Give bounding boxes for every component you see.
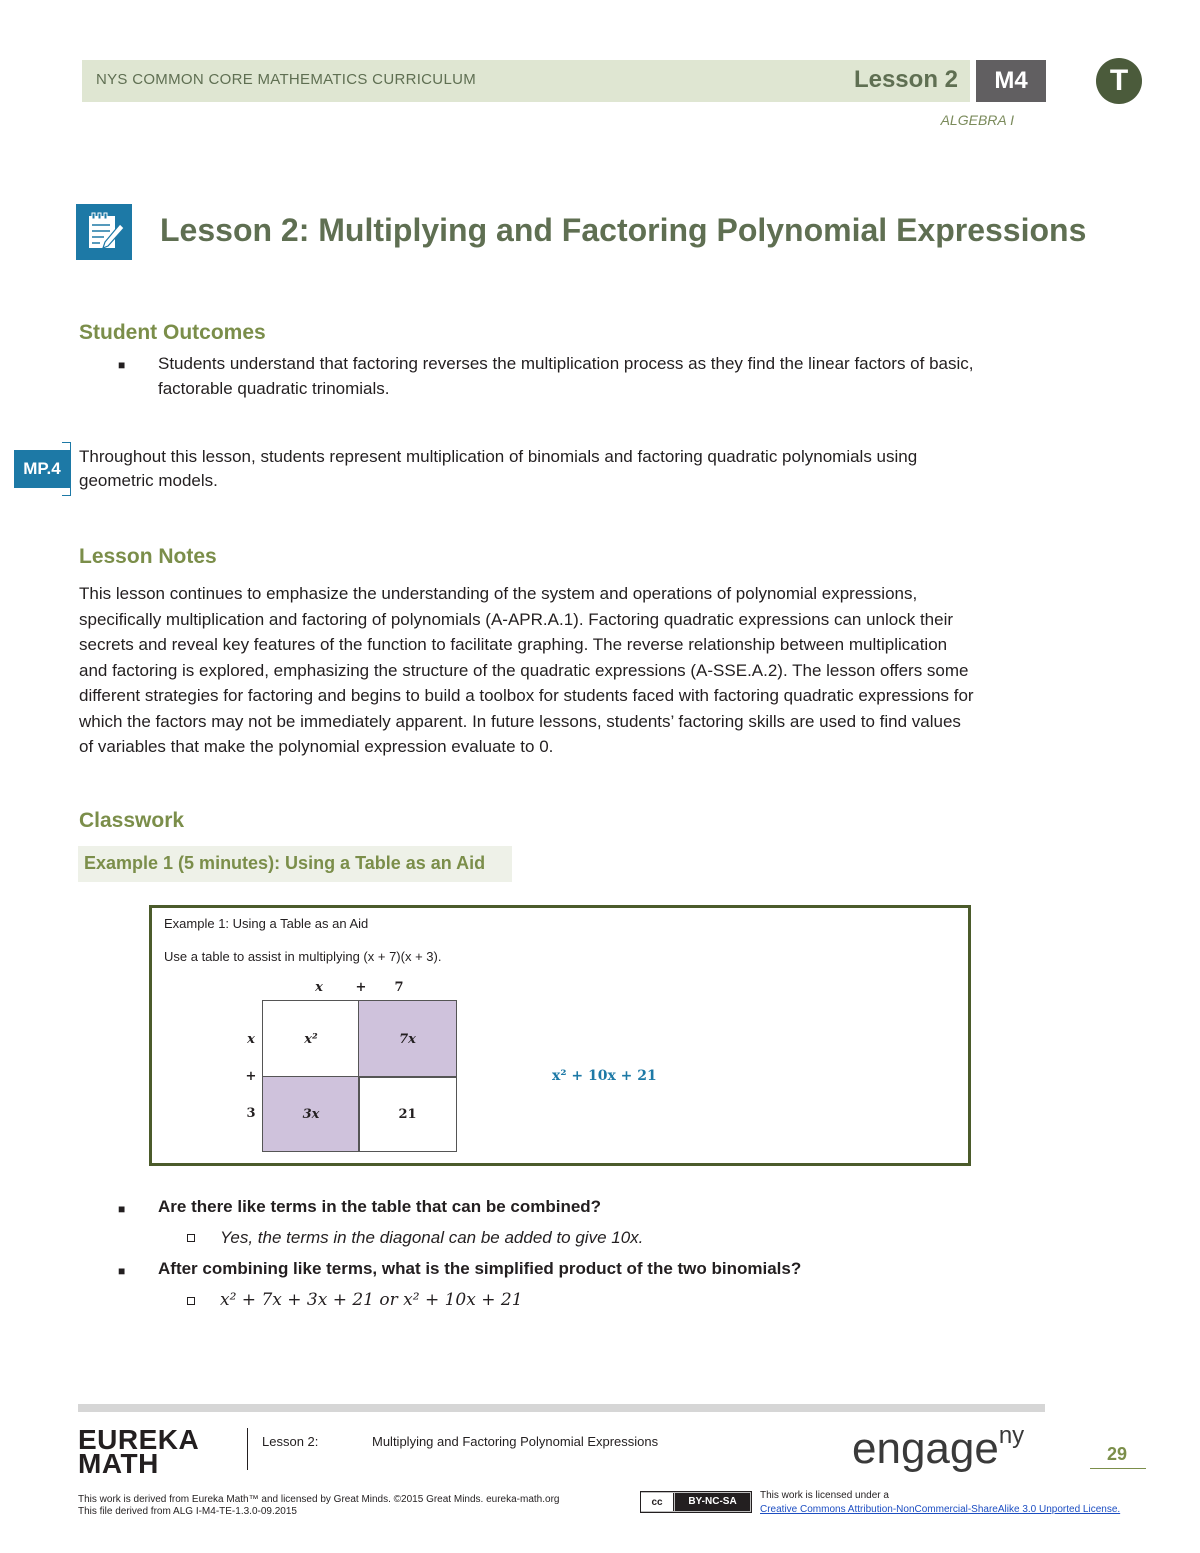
license-link[interactable]: Creative Commons Attribution-NonCommercial-ShareAlike 3.0 Unported License. — [760, 1504, 1121, 1515]
notes-line: of variables that make the polynomial expression evaluate to 0. — [79, 737, 554, 756]
page-number: 29 — [1106, 1444, 1128, 1464]
credit-line-1: This work is derived from Eureka Math™ and licensed by Great Minds. ©2015 Great Minds. eureka-math.org — [78, 1494, 560, 1505]
teacher-badge: T — [1096, 58, 1142, 104]
mp-bracket — [70, 442, 71, 496]
table-top-label: x — [315, 980, 323, 995]
page-number-rule — [1090, 1468, 1146, 1469]
answer-1: Yes, the terms in the diagonal can be added to give 10x. — [220, 1228, 644, 1247]
bullet-icon: ■ — [118, 1202, 126, 1216]
page-title: Lesson 2: Multiplying and Factoring Polynomial Expressions — [160, 212, 1087, 248]
outcome-line-2: factorable quadratic trinomials. — [158, 379, 390, 398]
notes-line: This lesson continues to emphasize the understanding of the system and operations of polynomial expressions, — [79, 584, 918, 603]
lesson-notes-heading: Lesson Notes — [79, 545, 217, 568]
mp4-badge: MP.4 — [14, 450, 70, 488]
footer-divider — [247, 1428, 248, 1470]
table-top-label: 7 — [394, 980, 404, 995]
example-instruction: Use a table to assist in multiplying (x + 7)(x + 3). — [164, 949, 442, 964]
credit-line-2: This file derived from ALG I-M4-TE-1.3.0-09.2015 — [78, 1506, 297, 1517]
notepad-pencil-icon — [76, 204, 132, 260]
outcome-line-1: Students understand that factoring reverses the multiplication process as they find the linear factors of basic, — [158, 354, 974, 373]
notes-line: secrets and reveal key features of the function to facilitate graphing. The reverse relationship between multiplication — [79, 635, 948, 654]
cc-icon: cc — [641, 1493, 674, 1511]
license-text: This work is licensed under a — [760, 1490, 889, 1501]
table-top-label: + — [355, 980, 367, 995]
notes-line: and factoring is explored, emphasizing the structure of the quadratic expressions (A-SSE.A.2). The lesson offers some — [79, 660, 969, 680]
notes-line: specifically multiplication and factoring of polynomials (A-APR.A.1). Factoring quadratic expressions can unlock their — [79, 609, 954, 629]
sub-bullet-icon — [187, 1297, 195, 1305]
question-1: Are there like terms in the table that can be combined? — [158, 1197, 602, 1216]
module-badge: M4 — [976, 60, 1046, 102]
logo-line-2: MATH — [78, 1448, 159, 1479]
engageny-logo — [852, 1424, 1024, 1474]
table-side-label: + — [245, 1069, 257, 1084]
logo-line-1: EUREKA — [78, 1424, 200, 1455]
bullet-icon: ■ — [118, 358, 126, 372]
eureka-math-logo — [78, 1424, 200, 1479]
engage-sup: ny — [998, 1422, 1025, 1450]
footer-lesson-title: Multiplying and Factoring Polynomial Expressions — [372, 1434, 659, 1449]
sub-bullet-icon — [187, 1234, 195, 1242]
mp-bracket-top — [62, 442, 70, 443]
footer-rule — [78, 1404, 1045, 1412]
cc-license-badge — [640, 1491, 752, 1513]
classwork-heading: Classwork — [79, 809, 185, 832]
curriculum-name: NYS COMMON CORE MATHEMATICS CURRICULUM — [96, 71, 477, 88]
example-band-label: Example 1 (5 minutes): Using a Table as an Aid — [84, 853, 486, 873]
table-cell: 21 — [358, 1076, 457, 1152]
cc-label: BY-NC-SA — [675, 1493, 750, 1511]
question-2: After combining like terms, what is the simplified product of the two binomials? — [158, 1259, 802, 1278]
engage-text: engage — [852, 1424, 999, 1473]
student-outcomes-heading: Student Outcomes — [79, 321, 266, 344]
table-side-label: 3 — [246, 1106, 256, 1121]
table-cell: x² — [262, 1000, 360, 1078]
bullet-icon: ■ — [118, 1264, 126, 1278]
table-cell: 7x — [358, 1000, 457, 1078]
lesson-badge: Lesson 2 — [853, 66, 958, 93]
course-name: ALGEBRA I — [940, 112, 1014, 128]
mp-bracket-bottom — [62, 495, 70, 496]
table-cell: 3x — [262, 1076, 360, 1152]
table-side-label: x — [247, 1032, 255, 1047]
example-answer: x² + 10x + 21 — [552, 1068, 657, 1084]
footer-lesson: Lesson 2: — [262, 1434, 319, 1449]
example-title: Example 1: Using a Table as an Aid — [164, 916, 369, 931]
example-band — [78, 846, 512, 882]
footer-credits — [78, 1494, 559, 1518]
lesson-notes-paragraph — [79, 581, 1049, 760]
notes-line: which the factors may not be immediately apparent. In future lessons, students’ factoring skills are used to find values — [79, 711, 961, 731]
mp-text-line-1: Throughout this lesson, students represent multiplication of binomials and factoring quadratic polynomials using — [79, 447, 918, 466]
notes-line: different strategies for factoring and begins to build a toolbox for students faced with factoring quadratic expressions for — [79, 686, 974, 705]
mp-text-line-2: geometric models. — [79, 471, 218, 490]
answer-2: x² + 7x + 3x + 21 or x² + 10x + 21 — [220, 1290, 523, 1310]
